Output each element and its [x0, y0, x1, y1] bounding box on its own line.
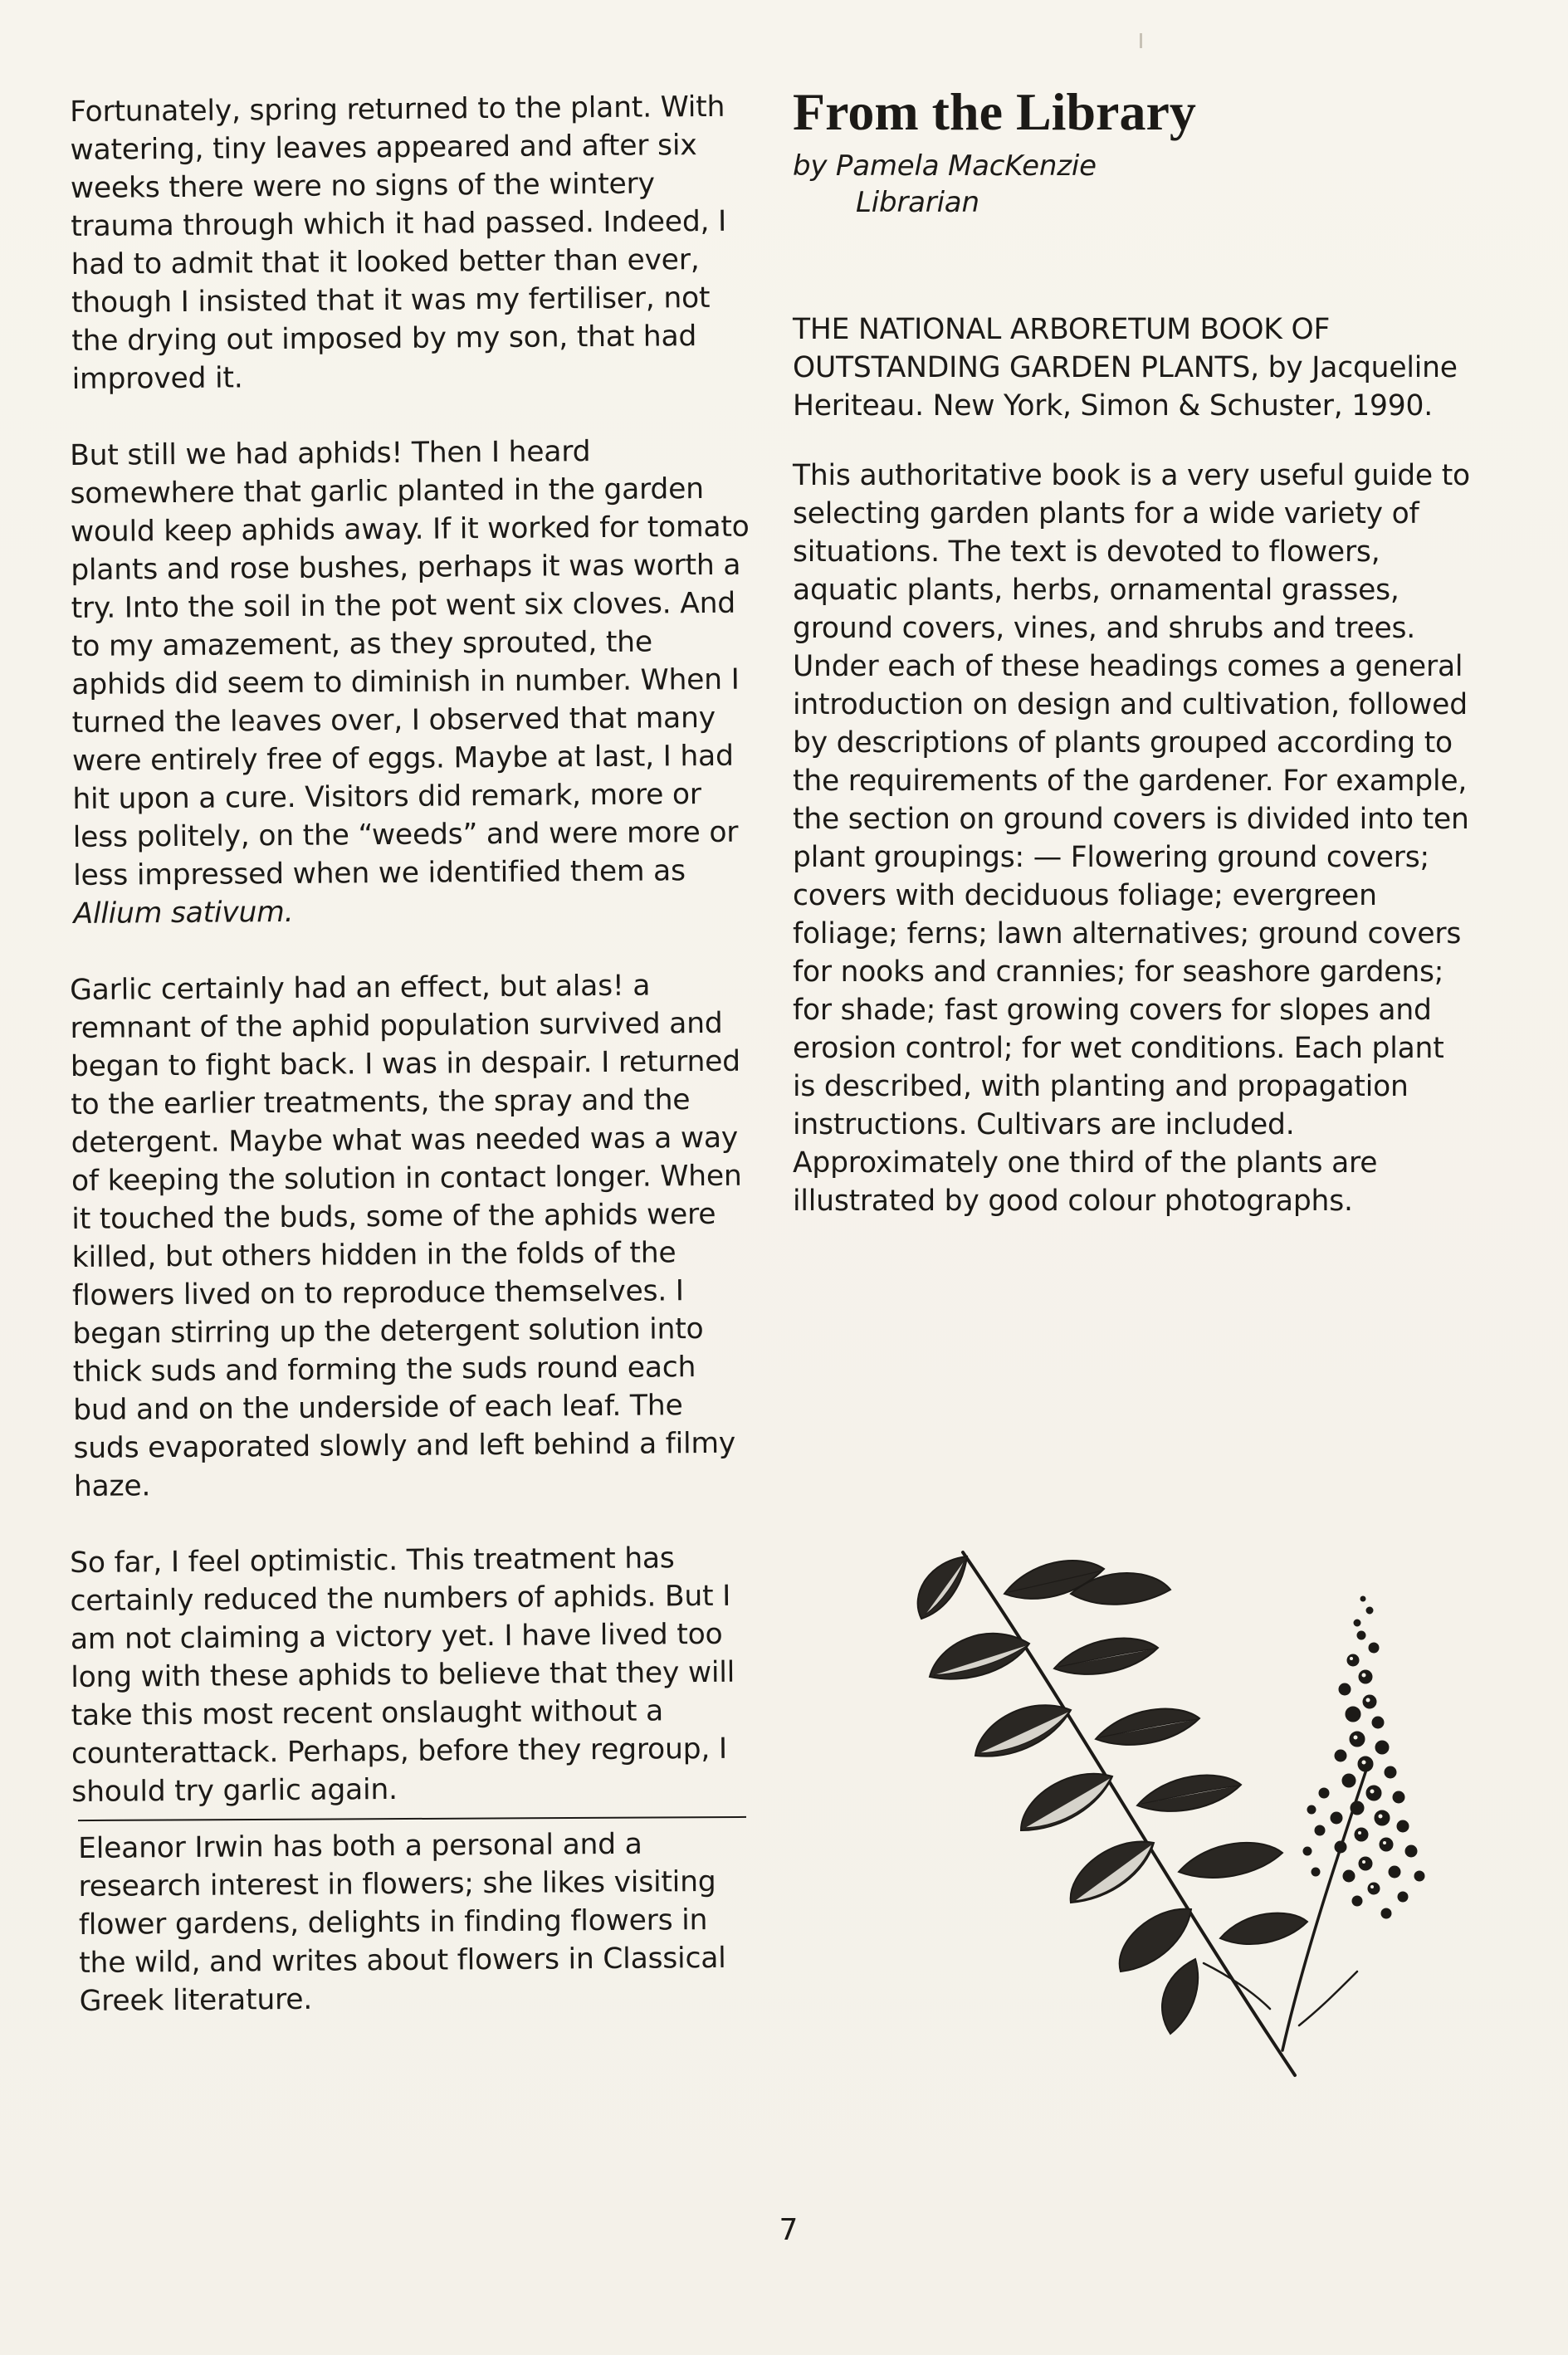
- author-role: Librarian: [856, 186, 979, 219]
- page-number: 7: [779, 2213, 799, 2247]
- paper-speck: [1140, 33, 1142, 48]
- paragraph-1: Fortunately, spring returned to the plant. With watering, tiny leaves appeared and after six weeks there were no signs of the wintery trauma through which it had passed. Indeed, I had to admit that it looked better than ever, though I insisted that it was my fertiliser, not the drying out imposed by my son, that had improved it.: [70, 90, 727, 396]
- paragraph-2-text: But still we had aphids! Then I heard somewhere that garlic planted in the garden would keep aphids away. If it worked for tomato plants and rose bushes, perhaps it was worth a try. Into the soil in the pot went six cloves. And to my amazement, as they sprouted, the aphids did seem to diminish in number. When I turned the leaves over, I observed that many were entirely free of eggs. Maybe at last, I had hit upon a cure. Visitors did remark, more or less politely, on the “weeds” and were more or less impressed when we identified them as: [70, 435, 750, 892]
- sumac-branch-illustration: [905, 1544, 1444, 2108]
- section-title: From the Library: [793, 82, 1196, 141]
- byline: by Pamela MacKenzie: [793, 149, 1097, 183]
- paragraph-4: So far, I feel optimistic. This treatment has certainly reduced the numbers of aphids. But I am not claiming a victory yet. I have lived too long with these aphids to believe that they will take this most recent onslaught without a counterattack. Perhaps, before they regroup, I should try garlic again.: [70, 1541, 735, 1809]
- paragraph-2: [70, 432, 755, 933]
- botanical-name: Allium sativum.: [73, 895, 294, 931]
- paragraph-3: Garlic certainly had an effect, but alas! a remnant of the aphid population survived and began to fight back. I was in despair. I returned to the earlier treatments, the spray and the detergent. Maybe what was needed was a way of keeping the solution in contact longer. When it touched the buds, some of the aphids were killed, but others hidden in the folds of the flowers lived on to reproduce themselves. I began stirring up the detergent solution into thick suds and forming the suds round each bud and on the underside of each leaf. The suds evaporated slowly and left behind a filmy haze.: [70, 969, 742, 1503]
- author-bio: Eleanor Irwin has both a personal and a research interest in flowers; she likes visiting flower gardens, delights in finding flowers in the wild, and writes about flowers in Classical Greek literature.: [78, 1827, 726, 2018]
- article-continuation-column: [70, 90, 750, 2020]
- book-citation: THE NATIONAL ARBORETUM BOOK OF OUTSTANDING GARDEN PLANTS, by Jacqueline Heriteau. New York, Simon & Schuster, 1990.: [793, 313, 1458, 423]
- bio-divider: [78, 1816, 746, 1821]
- library-column: [793, 83, 1473, 1220]
- book-review: This authoritative book is a very useful guide to selecting garden plants for a wide variety of situations. The text is devoted to flowers, aquatic plants, herbs, ornamental grasses, ground covers, vines, and shrubs and trees. Under each of these headings comes a general introduction on design and cultivation, followed by descriptions of plants grouped according to the requirements of the gardener. For example, the section on ground covers is divided into ten plant groupings: — Flowering ground covers; covers with deciduous foliage; evergreen foliage; ferns; lawn alternatives; ground covers for nooks and crannies; for seashore gardens; for shade; fast growing covers for slopes and erosion control; for wet conditions. Each plant is described, with planting and propagation instructions. Cultivars are included. Approximately one third of the plants are illustrated by good colour photographs.: [793, 459, 1470, 1218]
